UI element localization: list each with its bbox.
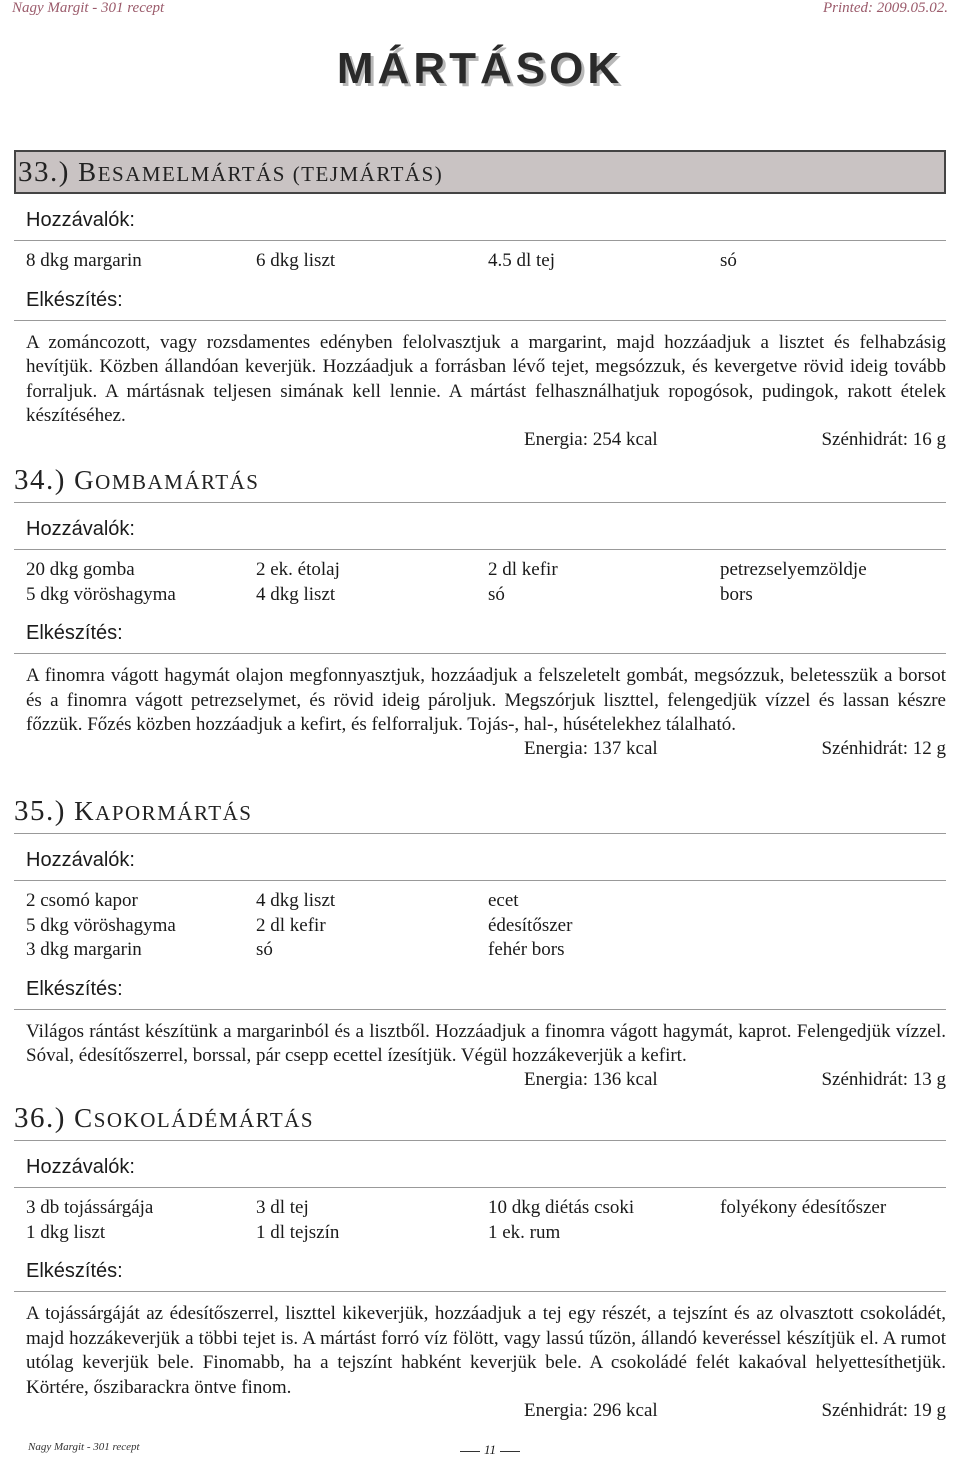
ingredient: só (488, 583, 505, 605)
recipe-33 (14, 150, 946, 455)
ingredient: 1 dl tejszín (256, 1221, 340, 1243)
ingredient-row (26, 889, 946, 914)
ingredient: 4.5 dl tej (488, 250, 556, 271)
preparation-text: A finomra vágott hagymát olajon megfonnyasztjuk, hozzáadjuk a felszeletelt gombát, megsózzuk, beletesszük a borsot és a finomra vágott petrezselymet, és rövid ideig pároljuk. Megszórjuk liszttel, felengedjük vízzel és lassan készre főzzük. Főzés közben hozzáadjuk a kefirt, és felforraljuk. Tojás-, hal-, húsételekhez tálalható. (26, 665, 946, 735)
ingredients-list (14, 249, 946, 274)
recipe-name-initial: C (74, 1103, 94, 1133)
ingredient: 1 dkg liszt (26, 1221, 106, 1243)
ingredient: édesítőszer (488, 914, 573, 936)
nutrition-row (14, 738, 946, 764)
ingredient: 10 dkg diétás csoki (488, 1197, 635, 1218)
recipe-36 (14, 1096, 946, 1426)
recipe-title (14, 789, 946, 834)
ingredient: 1 ek. rum (488, 1221, 561, 1243)
ingredient: 2 dl kefir (256, 914, 326, 936)
recipe-number: 35.) (14, 795, 66, 827)
energy-value: Energia: 136 kcal (524, 1068, 658, 1090)
ingredients-label: Hozzávalók: (14, 1155, 946, 1188)
recipe-35 (14, 789, 946, 1095)
preparation-label: Elkészítés: (14, 288, 946, 321)
recipe-name-rest: APORMÁRTÁS (95, 801, 253, 825)
ingredient: 3 dkg margarin (26, 939, 142, 960)
ingredient: só (256, 939, 273, 960)
ingredient: 5 dkg vöröshagyma (26, 583, 176, 605)
recipe-title (14, 150, 946, 194)
preparation-label: Elkészítés: (14, 621, 946, 654)
carbs-value: Szénhidrát: 19 g (821, 1400, 946, 1421)
header-printed-date: Printed: 2009.05.02. (823, 0, 948, 16)
recipe-number: 34.) (14, 464, 66, 496)
recipe-name-rest: OMBAMÁRTÁS (95, 470, 260, 494)
ingredient: 20 dkg gomba (26, 559, 135, 580)
nutrition-row (14, 429, 946, 455)
energy-value: Energia: 296 kcal (524, 1400, 658, 1421)
ingredient: 2 ek. étolaj (256, 559, 340, 580)
preparation-label: Elkészítés: (14, 1259, 946, 1292)
preparation-text: Világos rántást készítünk a margarinból és a lisztből. Hozzáadjuk a finomra vágott hagymát, kaprot. Felengedjük vízzel. Sóval, édesítőszerrel, borssal, pár csepp ecettel ízesítjük. Végül hozzákeverjük a kefirt. (26, 1020, 946, 1066)
ingredient-row (26, 249, 946, 274)
ingredients-label: Hozzávalók: (14, 208, 946, 241)
recipe-name-rest: SOKOLÁDÉMÁRTÁS (93, 1108, 315, 1132)
ingredients-list (14, 889, 946, 963)
ingredient: 3 dl tej (256, 1197, 309, 1218)
ingredient: 2 dl kefir (488, 559, 558, 580)
page-header (12, 0, 948, 16)
recipe-name-rest: ESAMELMÁRTÁS (TEJMÁRTÁS) (97, 162, 444, 186)
recipe-name-initial: K (74, 796, 96, 826)
ingredient: 4 dkg liszt (256, 583, 336, 605)
recipe-name-initial: B (78, 157, 98, 187)
recipe-number: 36.) (14, 1102, 66, 1134)
ingredient: petrezselyemzöldje (720, 559, 867, 580)
preparation-text: A zománcozott, vagy rozsdamentes edényben felolvasztjuk a margarint, majd hozzáadjuk a lisztet és felhabzásig hevítjük. Közben állandóan keverjük. Hozzáadjuk a forrásban lévő tejet, megsózzuk, és kevergetve rövid ideig tovább forraljuk. A mártásnak teljesen simának kell lennie. A mártást felhasználhatjuk ropogósok, pudingok, rakott ételek készítéséhez. (26, 331, 946, 426)
ingredient: 5 dkg vöröshagyma (26, 914, 176, 936)
header-author: Nagy Margit - 301 recept (12, 0, 165, 16)
ingredient: ecet (488, 890, 519, 911)
nutrition-row (14, 1400, 946, 1426)
ingredient: 8 dkg margarin (26, 250, 142, 271)
recipe-title (14, 458, 946, 503)
carbs-value: Szénhidrát: 13 g (821, 1068, 946, 1090)
energy-value: Energia: 137 kcal (524, 737, 658, 759)
ingredients-list (14, 1196, 946, 1245)
ingredient: só (720, 250, 737, 271)
carbs-value: Szénhidrát: 16 g (821, 428, 946, 450)
ingredient-row (26, 1221, 946, 1246)
carbs-value: Szénhidrát: 12 g (821, 737, 946, 759)
ingredients-label: Hozzávalók: (14, 517, 946, 550)
nutrition-row (14, 1069, 946, 1095)
ingredients-list (14, 558, 946, 607)
ingredient-row (26, 914, 946, 939)
recipe-title (14, 1096, 946, 1141)
page-number: 11 (456, 1442, 524, 1458)
footer-text: Nagy Margit - 301 recept (28, 1441, 140, 1453)
recipe-name-initial: G (74, 465, 96, 495)
recipe-34 (14, 458, 946, 764)
ingredient: folyékony édesítőszer (720, 1197, 887, 1218)
recipe-number: 33.) (18, 156, 70, 188)
ingredient: 3 db tojássárgája (26, 1197, 154, 1218)
energy-value: Energia: 254 kcal (524, 428, 658, 450)
ingredient: 6 dkg liszt (256, 250, 336, 271)
ingredients-label: Hozzávalók: (14, 848, 946, 881)
ingredient-row (26, 938, 946, 963)
ingredient-row (26, 583, 946, 608)
preparation-text: A tojássárgáját az édesítőszerrel, liszttel kikeverjük, hozzáadjuk a tej egy részét, a tejszínt és az olvasztott csokoládét, majd hozzákeverjük a többi tejet is. A mártást forró víz fölött, vagy lassú tűzön, állandó keveréssel készítjük el. A rumot utólag keverjük bele. Finomabb, ha a tejszínt habként keverjük bele. A csokoládé felét kakaóval helyettesíthetjük. Körtére, őszibarackra öntve finom. (26, 1303, 946, 1398)
ingredient: fehér bors (488, 939, 565, 960)
ingredient: bors (720, 583, 753, 605)
ingredient-row (26, 1196, 946, 1221)
preparation-label: Elkészítés: (14, 977, 946, 1010)
chapter-title: MÁRTÁSOK (336, 44, 624, 93)
ingredient: 4 dkg liszt (256, 890, 336, 911)
ingredient: 2 csomó kapor (26, 890, 138, 911)
ingredient-row (26, 558, 946, 583)
